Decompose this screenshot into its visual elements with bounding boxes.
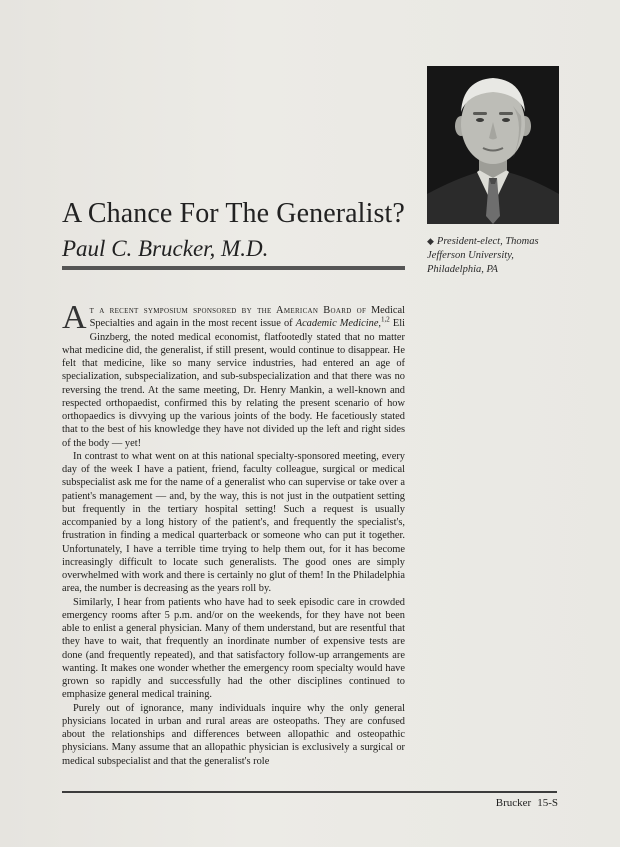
portrait-image — [427, 66, 559, 224]
paragraph-1-part-a: Medical Specialties and again in the most recent issue of — [89, 305, 405, 330]
opening-small-caps: t a recent symposium sponsored by the American Board of — [89, 305, 367, 316]
diamond-bullet-icon: ◆ — [427, 236, 434, 246]
paragraph-4: Purely out of ignorance, many individuals inquire why the only general physicians located in urban and rural areas are osteopaths. They are confused about the relationships and differences between allopathic and osteopathic physicians. Many assume that an allopathic physician is exclusively a surgical or medical subspecialist and that the generalist's role — [62, 702, 405, 767]
footer-divider — [62, 791, 557, 793]
page-footer — [496, 797, 558, 809]
paragraph-3: Similarly, I hear from patients who have had to seek episodic care in crowded emergency rooms after 5 p.m. and/or on the weekends, for they have not been able to enlist a general physician. Many of them understand, but are resentful that they have to wait, that frequently an inordinate number of expensive tests are done (and frequently repeated), and that satisfactory follow-up arrangements are wanting. It makes one wonder whether the emergency room specialty would have grown so rapidly and successfully had the other disciplines continued to emphasize general medical training. — [62, 596, 405, 701]
photo-caption — [427, 234, 567, 277]
caption-text: President-elect, Thomas Jefferson University, Philadelphia, PA — [427, 236, 539, 275]
paragraph-1-part-b: Eli Ginzberg, the noted medical economist, flatfootedly stated that no matter what medicine did, the generalist, if still present, would continue to disappear. He felt that medicine, like so many service industries, had entered an age of specialization, subspecialization, and sub-subspecialization and that there was no reversing the trend. At the same meeting, Dr. Henry Mankin, a well-known and respected orthopaedist, confirmed this by relating the present scenario of how orthopaedics is divvying up the various joints of the body. He facetiously stated that to the best of his knowledge they have not divided up the left and right sides of the body — yet! — [62, 318, 405, 449]
article-title: A Chance For The Generalist? — [62, 198, 405, 229]
reference-superscript: 1,2 — [381, 315, 390, 324]
article-body — [62, 299, 405, 768]
article-author: Paul C. Brucker, M.D. — [62, 236, 269, 261]
paragraph-1 — [62, 299, 405, 450]
running-head: Brucker — [495, 797, 532, 809]
page-number: 15-S — [537, 797, 558, 809]
paragraph-2: In contrast to what went on at this national specialty-sponsored meeting, every day of the week I have a patient, friend, faculty colleague, surgical or medical subspecialist ask me for the name of a generalist who can supervise or take over a patient's management — and, by the way, this is not just in the outpatient setting but frequently in the tertiary hospital setting! Such a request is usually accompanied by a long history of the patient's, and frequently the specialist's, frustration in finding a medical quarterback or someone who can put it together. Unfortunately, I have a terrible time trying to help them out, for it has become increasingly difficult to locate such generalists. The good ones are simply overwhelmed with work and there is certainly no glut of them! In the Philadelphia area, the number is decreasing as the years roll by. — [62, 450, 405, 595]
journal-name: Academic Medicine, — [295, 318, 382, 330]
author-portrait — [427, 66, 559, 224]
drop-cap: A — [62, 299, 87, 336]
title-divider — [62, 266, 405, 270]
